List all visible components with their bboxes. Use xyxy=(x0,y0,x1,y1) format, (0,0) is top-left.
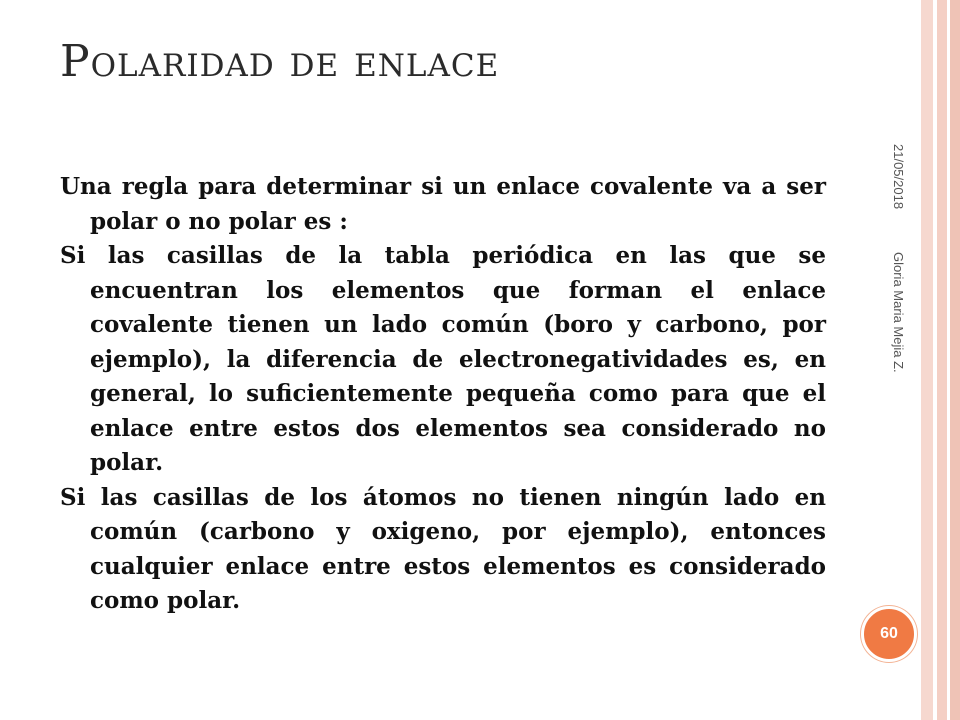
decorative-border xyxy=(921,0,933,720)
paragraph-rule-polar: Si las casillas de los átomos no tienen ningún lado en común (carbono y oxigeno, por ejemplo), entonces cualquier enlace entre estos elementos es considerado como polar. xyxy=(60,483,826,614)
page-number: 60 xyxy=(880,625,898,642)
slide-title: Polaridad de enlace xyxy=(60,36,500,87)
page-number-badge xyxy=(861,606,917,662)
paragraph-intro: Una regla para determinar si un enlace covalente va a ser polar o no polar es : xyxy=(60,173,826,235)
decorative-border xyxy=(937,0,947,720)
slide-author: Gloria Maria Mejia Z. xyxy=(891,252,906,373)
slide-body xyxy=(60,170,826,619)
decorative-border xyxy=(950,0,960,720)
slide-date: 21/05/2018 xyxy=(891,144,906,210)
paragraph-rule-nonpolar: Si las casillas de la tabla periódica en las que se encuentran los elementos que forman el enlace covalente tienen un lado común (boro y carbono, por ejemplo), la diferencia de electronegatividades es, en general, lo suficientemente pequeña como para que el enlace entre estos dos elementos sea considerado no polar. xyxy=(60,242,826,476)
